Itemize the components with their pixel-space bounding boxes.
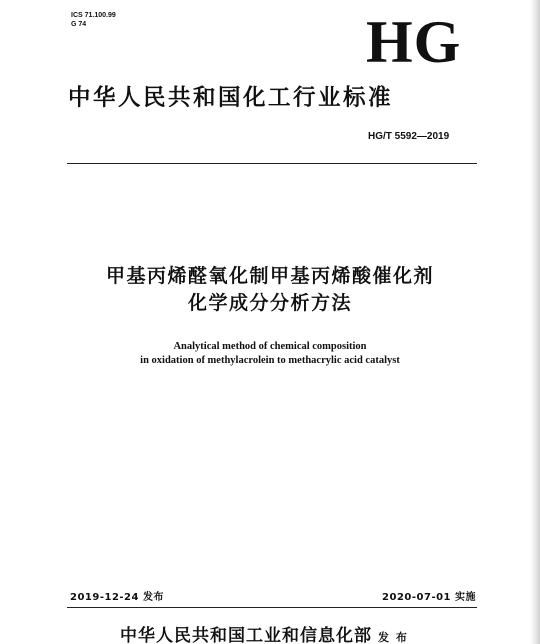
implementation-date: 2020-07-01 实施	[382, 592, 476, 603]
ics-code: ICS 71.100.99	[71, 12, 116, 19]
classification-codes	[71, 11, 116, 29]
issuer-name: 中华人民共和国工业和信息化部	[120, 626, 372, 644]
ccs-code: G 74	[71, 21, 87, 28]
chinese-title-line-1: 甲基丙烯醛氧化制甲基丙烯酸催化剂	[105, 265, 434, 287]
english-title-line-1: Analytical method of chemical composition	[173, 341, 367, 352]
issue-date: 2019-12-24 发布	[70, 592, 164, 603]
standard-category-title: 中华人民共和国化工行业标准	[68, 85, 394, 111]
top-divider	[67, 163, 477, 164]
chinese-title	[0, 263, 540, 317]
page-edge-shadow	[530, 0, 540, 644]
chinese-title-line-2: 化学成分分析方法	[187, 292, 352, 314]
english-title-line-2: in oxidation of methylacrolein to methacrylic acid catalyst	[140, 355, 400, 366]
english-title	[0, 340, 540, 368]
issuer-suffix: 发 布	[378, 631, 409, 644]
standard-number: HG/T 5592—2019	[368, 131, 450, 142]
issuing-authority	[120, 626, 408, 644]
hg-logo: HG	[366, 9, 462, 75]
bottom-divider	[67, 607, 477, 608]
